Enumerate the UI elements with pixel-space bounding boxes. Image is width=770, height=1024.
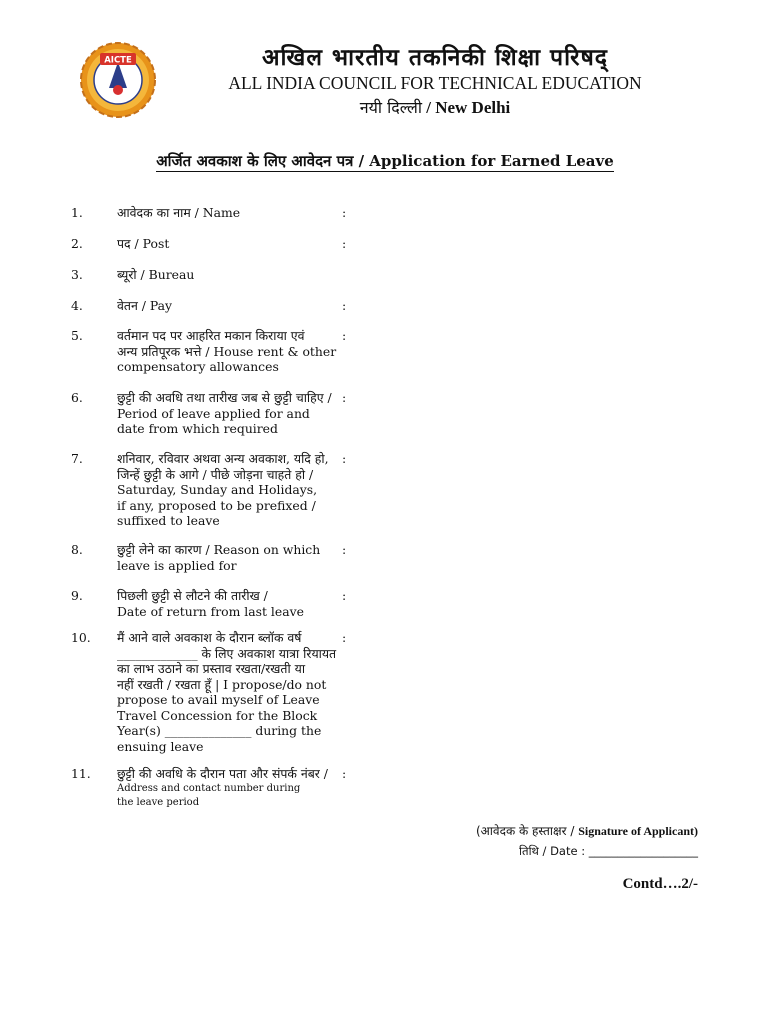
item-label	[117, 588, 337, 619]
item-label-line: Date of return from last leave	[117, 603, 304, 619]
item-label-line: suffixed to leave	[117, 513, 220, 528]
item-number: 1.	[71, 205, 83, 220]
item-label	[117, 236, 337, 252]
item-number: 5.	[71, 328, 83, 343]
item-label-line: Address and contact number during	[117, 782, 301, 794]
item-colon[interactable]: :	[342, 205, 347, 220]
item-number: 10.	[71, 630, 91, 645]
form-title: अर्जित अवकाश के लिए आवेदन पत्र / Application for Earned Leave	[156, 152, 614, 170]
item-label	[117, 205, 337, 221]
item-label	[117, 298, 337, 314]
item-label	[117, 630, 337, 754]
item-label-line: ensuing leave	[117, 738, 204, 754]
item-label-line: पिछली छुट्टी से लौटने की तारीख /	[117, 588, 268, 603]
item-label-line: the leave period	[117, 796, 200, 808]
item-number: 7.	[71, 451, 83, 466]
item-label	[117, 267, 337, 283]
item-label-line: compensatory allowances	[117, 359, 279, 374]
date-field[interactable]: तिथि / Date : ___________________	[519, 844, 698, 858]
item-number: 4.	[71, 298, 83, 313]
item-colon[interactable]: :	[342, 390, 347, 405]
item-label-line: आवेदक का नाम / Name	[117, 205, 241, 220]
item-colon[interactable]: :	[342, 542, 347, 557]
item-label-line: leave is applied for	[117, 557, 237, 573]
item-number: 6.	[71, 390, 83, 405]
item-colon[interactable]: :	[342, 328, 347, 343]
item-colon[interactable]: :	[342, 588, 347, 603]
svg-text:AICTE: AICTE	[104, 55, 132, 66]
item-label-line: पद / Post	[117, 236, 170, 251]
item-label-line: छुट्टी लेने का कारण / Reason on which	[117, 542, 321, 557]
item-label-line: Period of leave applied for and	[117, 405, 310, 421]
item-colon[interactable]: :	[342, 451, 347, 466]
aicte-logo	[78, 40, 158, 120]
city-separator: /	[421, 98, 436, 117]
item-label-line: नहीं रखती / रखता हूँ | I propose/do not	[117, 676, 327, 692]
item-label-line: propose to avail myself of Leave	[117, 692, 320, 707]
item-label-line: date from which required	[117, 421, 278, 436]
item-colon[interactable]: :	[342, 236, 347, 251]
item-number: 3.	[71, 267, 83, 282]
council-name-hindi: अखिल भारतीय तकनिकी शिक्षा परिषद्	[261, 44, 608, 71]
continued-marker: Contd….2/-	[622, 876, 698, 892]
item-label-line: अन्य प्रतिपूरक भत्ते / House rent & other	[117, 343, 337, 359]
item-label-line: छुट्टी की अवधि तथा तारीख जब से छुट्टी चाहिए /	[117, 390, 332, 405]
city-line	[250, 96, 620, 118]
item-label-line: Year(s) ______________ during the	[117, 723, 322, 738]
city-english: New Delhi	[435, 98, 511, 117]
item-number: 9.	[71, 588, 83, 603]
item-label-line: if any, proposed to be prefixed /	[117, 497, 316, 513]
item-colon[interactable]: :	[342, 766, 347, 781]
item-colon[interactable]: :	[342, 630, 347, 645]
item-label-line: _____________ के लिए अवकाश यात्रा रियायत	[117, 645, 337, 661]
item-label-line: का लाभ उठाने का प्रस्ताव रखता/रखती या	[117, 661, 306, 676]
item-label	[117, 542, 337, 573]
item-label-line: वर्तमान पद पर आहरित मकान किराया एवं	[117, 328, 305, 343]
item-label	[117, 451, 337, 529]
item-colon[interactable]: :	[342, 298, 347, 313]
item-label-line: ब्यूरो / Bureau	[117, 267, 195, 282]
item-label-line: Travel Concession for the Block	[117, 707, 318, 723]
item-label-line: शनिवार, रविवार अथवा अन्य अवकाश, यदि हो,	[117, 451, 329, 466]
item-label	[117, 766, 337, 810]
item-label-line: वेतन / Pay	[117, 298, 173, 313]
item-label-line: Saturday, Sunday and Holidays,	[117, 482, 318, 497]
item-number: 11.	[71, 766, 91, 781]
signature-of-applicant: (आवेदक के हस्ताक्षर / Signature of Applicant)	[475, 824, 698, 838]
item-label-line: मैं आने वाले अवकाश के दौरान ब्लॉक वर्ष	[117, 630, 302, 645]
item-label	[117, 328, 337, 375]
item-label-line: जिन्हें छुट्टी के आगे / पीछे जोड़ना चाहते हो /	[117, 466, 314, 482]
council-name-english: ALL INDIA COUNCIL FOR TECHNICAL EDUCATION	[228, 73, 642, 93]
item-number: 2.	[71, 236, 83, 251]
item-number: 8.	[71, 542, 83, 557]
item-label	[117, 390, 337, 437]
city-hindi: नयी दिल्ली	[359, 98, 422, 117]
item-label-line: छुट्टी की अवधि के दौरान पता और संपर्क नंबर /	[117, 766, 328, 781]
